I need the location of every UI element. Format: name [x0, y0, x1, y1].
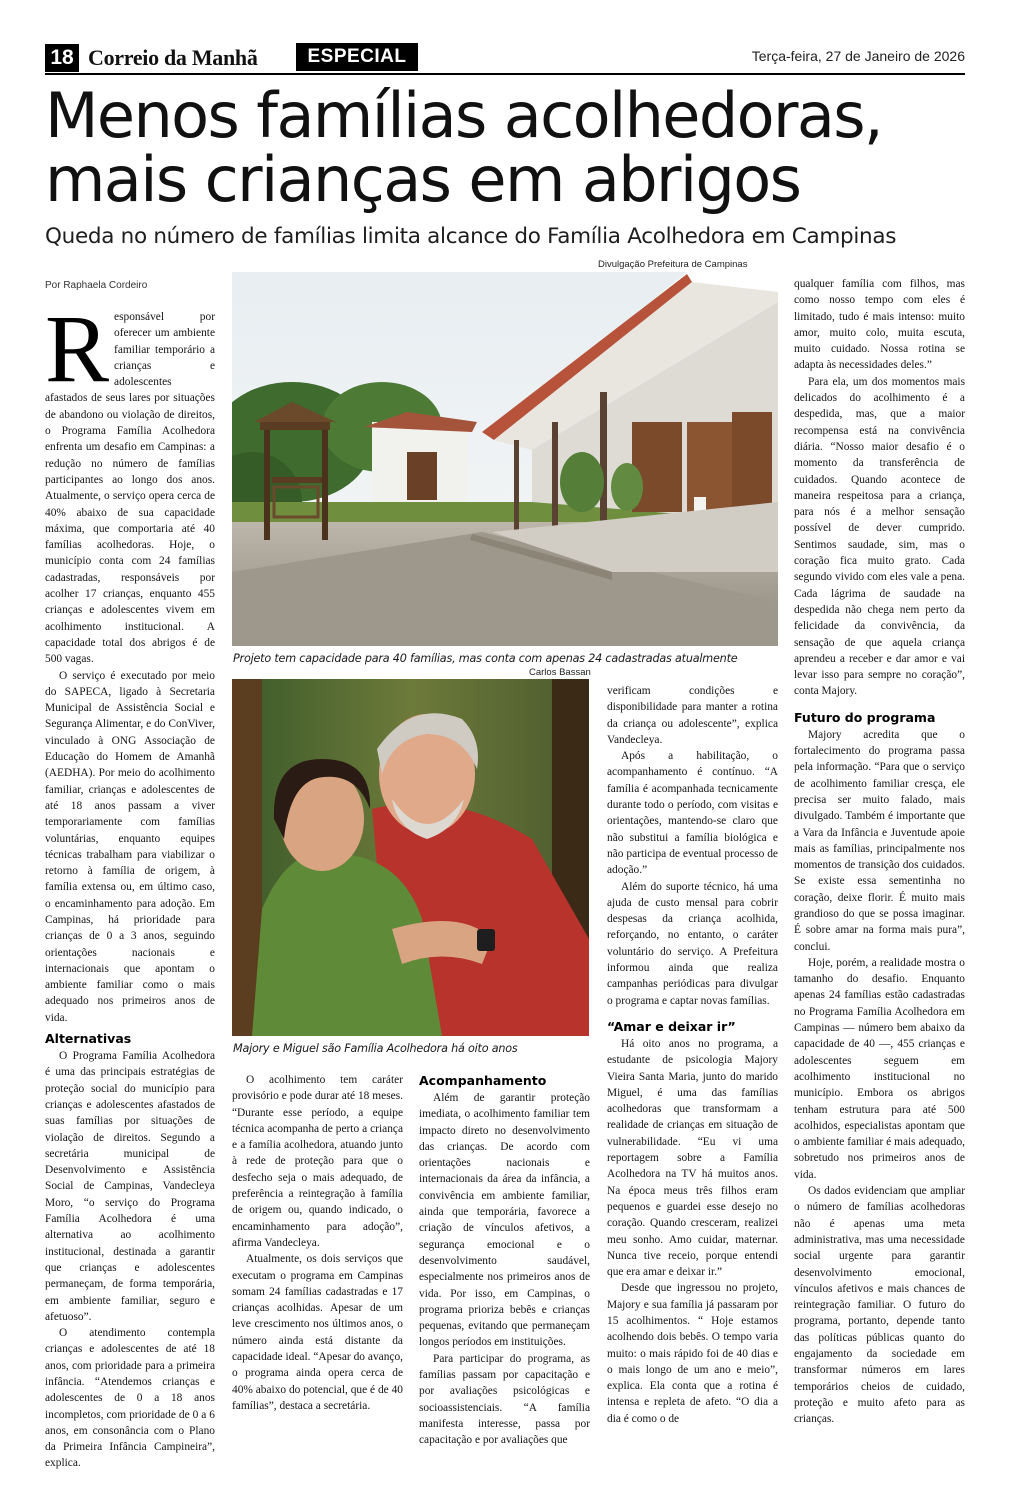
paragraph: O acolhimento tem caráter provisório e pode durar até 18 meses. “Durante esse período, a equipe técnica acompanha de perto a criança e a família acolhedora, atuando junto à rede de proteção para que o desfecho seja o mais adequado, de preferência a reintegração à família de origem ou, quando indicado, o encaminhamento para adoção”, afirma Vandecleya.	[232, 1074, 403, 1249]
top-photo-caption: Projeto tem capacidade para 40 famílias, mas conta com apenas 24 cadastradas atualmente	[233, 652, 738, 665]
page-number: 18	[45, 44, 79, 72]
article-column-1	[45, 295, 215, 1472]
subhead-futuro-do-programa: Futuro do programa	[794, 709, 936, 725]
paragraph: Desde que ingressou no projeto, Majory e sua família já passaram por 15 acolhimentos. “ Hoje estamos acolhendo dois bebês. O tempo varia muito: o mais rápido foi de 40 dias e o mais longo de um ano e meio”, explica. Ela conta que a rotina é intensa e repleta de afeto. “O dia a dia é como o de	[607, 1282, 778, 1425]
paragraph: Os dados evidenciam que ampliar o número de famílias acolhedoras não é apenas uma meta administrativa, mas uma necessidade social urgente para garantir desenvolvimento emocional, vínculos afetivos e mais chances de reintegração familiar. O futuro do programa, portanto, depende tanto das políticas públicas quanto do engajamento da sociedade em transformar números em lares temporários cheios de cuidado, proteção e muito afeto para as crianças.	[794, 1185, 965, 1426]
subheadline: Queda no número de famílias limita alcance do Família Acolhedora em Campinas	[45, 224, 897, 249]
paragraph: Além de garantir proteção imediata, o acolhimento familiar tem impacto direto no desenvolvimento das crianças. De acordo com orientações nacionais e internacionais da área da infância, a convivência em ambiente familiar, ainda que temporária, favorece a criação de vínculos afetivos, a segurança emocional e o desenvolvimento saudável, especialmente nos primeiros anos de vida. Por isso, em Campinas, o programa prioriza bebês e crianças pequenas, evitando que permaneçam longos períodos em instituições.	[419, 1092, 590, 1349]
newspaper-name: Correio da Manhã	[88, 45, 258, 70]
article-column-3	[419, 1068, 590, 1449]
article-column-2	[232, 1072, 403, 1414]
headline	[45, 79, 975, 216]
paragraph: verificam condições e disponibilidade para manter a rotina da criança ou adolescente”, explica Vandecleya.	[607, 685, 778, 746]
subhead-acompanhamento: Acompanhamento	[419, 1073, 547, 1088]
couple-illustration	[232, 679, 589, 1036]
paragraph: O Programa Família Acolhedora é uma das principais estratégias de proteção social do município para crianças e adolescentes afastados de suas famílias por situações de violação de direitos. Segundo a secretária municipal de Desenvolvimento e Assistência Social de Campinas, Vandecleya Moro, “o serviço do Programa Família Acolhedora é uma alternativa ao acolhimento institucional, destinada a garantir que crianças e adolescentes permaneçam, de forma temporária, em ambiente familiar, seguro e afetuoso”.	[45, 1050, 215, 1323]
paragraph: qualquer família com filhos, mas como nosso tempo com eles é limitado, tudo é mais intenso: muito amor, muito colo, muita escuta, muito cuidado. Nossa rotina se adapta às necessidades deles.”	[794, 278, 965, 372]
paragraph: O atendimento contempla crianças e adolescentes de até 18 anos, com prioridade para a primeira infância. “Atendemos crianças e adolescentes de 0 a 18 anos incompletos, com prioridade de 0 a 6 anos, em consonância com o Plano da Primeira Infância Campineira”, explica.	[45, 1327, 215, 1470]
middle-photo-credit: Carlos Bassan	[529, 667, 591, 678]
paragraph: Para ela, um dos momentos mais delicados do acolhimento é a despedida, mas, que a maior recompensa está na convivência diária. “Nosso maior desafio é o momento da transferência de cuidados. Quando acontece de maneira respeitosa para a criança, para nós é a melhor sensação possível de dever cumprido. Sentimos saudade, sim, mas o coração fica muito grato. Cada segundo vivido com eles vale a pena. Cada lágrima de saudade na despedida não chega nem perto da felicidade da convivência, da sensação de que aquela criança aprendeu a receber e dar amor e vai levar isso para sempre no coração”, conta Majory.	[794, 375, 965, 698]
headline-line-2: mais crianças em abrigos	[45, 143, 801, 216]
subhead-amar-e-deixar-ir: “Amar e deixar ir”	[607, 1018, 736, 1034]
paragraph: Além do suporte técnico, há uma ajuda de custo mensal para cobrir despesas da criança acolhida, reforçando, no entanto, o caráter voluntário do serviço. A Prefeitura informou ainda que realiza campanhas periódicas para divulgar o programa e captar novas famílias.	[607, 880, 778, 1007]
paragraph: Hoje, porém, a realidade mostra o tamanho do desafio. Enquanto apenas 24 famílias estão cadastradas no Programa Família Acolhedora em Campinas — número bem abaixo da capacidade de 40 —, 455 crianças e adolescentes seguem em acolhimento institucional no município. Embora os abrigos tenham estrutura para até 500 acolhidos, especialistas apontam que o ambiente familiar é mais adequado, sobretudo nos primeiros anos de vida.	[794, 956, 965, 1181]
header-rule	[45, 73, 965, 75]
article-column-5	[794, 276, 965, 1427]
building-illustration	[232, 272, 778, 646]
issue-date: Terça-feira, 27 de Janeiro de 2026	[751, 48, 965, 64]
paragraph: Para participar do programa, as famílias passam por capacitação e por avaliações psicológicas e socioassistenciais. “A família manifesta interesse, passa por capacitação e por avaliações que	[419, 1352, 590, 1447]
middle-photo-couple	[232, 679, 589, 1036]
paragraph: Atualmente, os dois serviços que executam o programa em Campinas somam 24 famílias cadastradas e 17 crianças acolhidas. Apesar de um leve crescimento nos últimos anos, o número ainda está distante da capacidade ideal. “Apesar do avanço, o programa ainda opera cerca de 40% abaixo do potencial, que é de 40 famílias”, destaca a secretária.	[232, 1253, 403, 1412]
headline-line-1: Menos famílias acolhedoras,	[45, 79, 883, 152]
subhead-alternativas: Alternativas	[45, 1031, 132, 1047]
section-label: ESPECIAL	[296, 43, 418, 71]
paragraph: Majory acredita que o fortalecimento do programa passa pela informação. “Para que o serviço de acolhimento familiar cresça, ele precisa ser muito falado, mais divulgado. Também é importante que a Vara da Infância e Juventude apoie mais as famílias, principalmente nos momentos de transição dos cuidados. Se existe essa sementinha no coração, deixe florir. É muito mais grandioso do que se possa imaginar. É sobre amar na forma mais pura”, conclui.	[794, 728, 965, 953]
middle-photo-caption: Majory e Miguel são Família Acolhedora há oito anos	[233, 1042, 518, 1055]
paragraph: O serviço é executado por meio do SAPECA, ligado à Secretaria Municipal de Assistência Social e Segurança Alimentar, e do ConViver, vinculado à ONG Associação de Educação do Homem de Amanhã (AEDHA). Por meio do acolhimento familiar, crianças e adolescentes de até 18 anos passam a viver temporariamente com famílias voluntárias, enquanto equipes técnicas trabalham para viabilizar o retorno à família de origem, à família extensa ou, em último caso, o encaminhamento para adoção. Em Campinas, há prioridade para crianças de 0 a 3 anos, seguindo orientações nacionais e internacionais que apontam o ambiente familiar como o mais adequado nos primeiros anos de vida.	[45, 669, 215, 1024]
byline: Por Raphaela Cordeiro	[45, 280, 148, 291]
paragraph: Após a habilitação, o acompanhamento é contínuo. “A família é acompanhada tecnicamente durante todo o período, com visitas e orientações, mantendo-se claro que não substitui a família biológica e não participa de eventual processo de adoção.”	[607, 750, 778, 877]
lead-paragraph: Responsável por oferecer um ambiente familiar temporário a crianças e adolescentes afastados de seus lares por situações de abandono ou violação de direitos, o Programa Família Acolhedora enfrenta um desafio em Campinas: a redução no número de famílias participantes ao longo dos anos. Atualmente, o serviço opera cerca de 40% abaixo de sua capacidade máxima, que comportaria até 40 famílias acolhedoras. Hoje, o município conta com 24 famílias cadastradas, responsáveis por acolher 17 crianças, enquanto 455 crianças e adolescentes vivem em acolhimento institucional. A capacidade total dos abrigos é de 500 vagas.	[45, 295, 215, 666]
article-column-4	[607, 683, 778, 1427]
drop-cap: R	[45, 295, 110, 402]
paragraph: Há oito anos no programa, a estudante de psicologia Majory Vieira Santa Maria, junto do marido Miguel, é uma das famílias acolhedoras que transformam a realidade de crianças em situação de vulnerabilidade. “Eu vi uma reportagem sobre a Família Acolhedora na TV há muitos anos. Na época meus três filhos eram pequenos e guardei esse desejo no coração. Quando cresceram, realizei meu sonho. Amo cuidar, maternar. Nunca tive receio, porque entendi que era amar e deixar ir.”	[607, 1037, 778, 1279]
top-photo-building	[232, 272, 778, 646]
top-photo-credit: Divulgação Prefeitura de Campinas	[598, 259, 748, 270]
